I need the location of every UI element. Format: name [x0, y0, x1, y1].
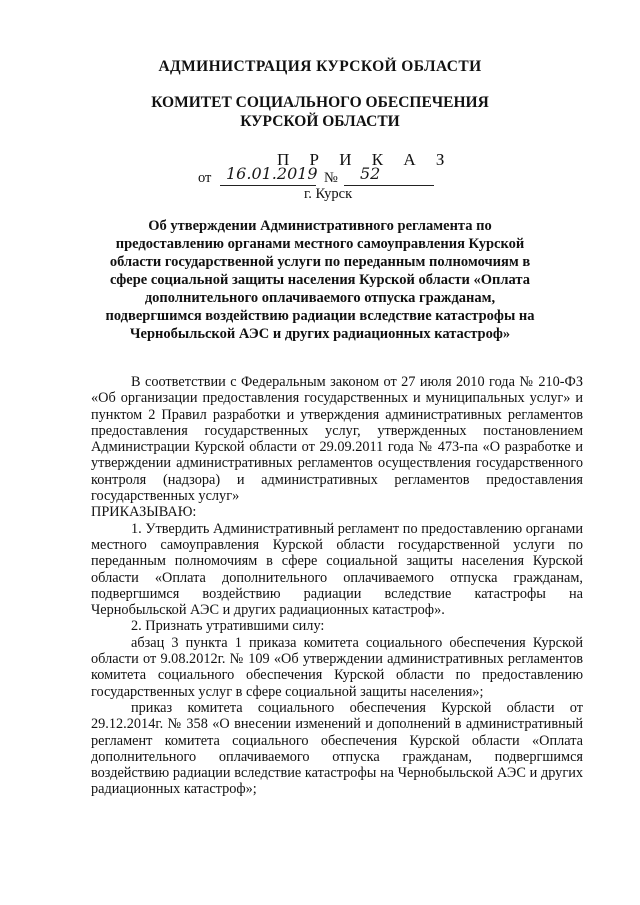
committee-heading	[0, 93, 640, 131]
date-underline	[220, 185, 316, 186]
date-prefix: от	[198, 170, 212, 186]
preamble-paragraph: В соответствии с Федеральным законом от 27 июля 2010 года № 210-ФЗ «Об организации предоставления государственных и муниципальных услуг» и пунктом 2 Правил разработки и утверждения административных регламентов предоставления государственных услуг, утвержденных постановлением Администрации Курской области от 29.09.2011 года № 473-па «О разработке и утверждении административных регламентов осуществления государственного контроля (надзора) и административных регламентов предоставления государственных услуг»	[91, 374, 583, 505]
order-word: ПРИКАЗЫВАЮ:	[91, 504, 197, 521]
document-body	[91, 374, 583, 798]
committee-heading-line2: КУРСКОЙ ОБЛАСТИ	[240, 113, 400, 130]
number-underline	[344, 185, 434, 186]
item-2-paragraph: 2. Признать утратившими силу:	[131, 618, 325, 635]
order-date-line	[198, 166, 438, 188]
document-title: Об утверждении Административного регламента по предоставлению органами местного самоуправления Курской области государственной услуги по переданным полномочиям в сфере социальной защиты населения Курской области «Оплата дополнительного оплачиваемого отпуска гражданам, подвергшимся воздействию радиации вследствие катастрофы на Чернобыльской АЭС и других радиационных катастроф»	[105, 218, 535, 342]
item-1-paragraph: 1. Утвердить Административный регламент по предоставлению органами местного самоуправления Курской области государственной услуги по переданным полномочиям в сфере социальной защиты населения Курской области «Оплата дополнительного оплачиваемого отпуска гражданам, подвергшимся воздействию радиации вследствие катастрофы на Чернобыльской АЭС и других радиационных катастроф».	[91, 520, 583, 619]
committee-heading-line1: КОМИТЕТ СОЦИАЛЬНОГО ОБЕСПЕЧЕНИЯ	[151, 94, 489, 111]
number-value-handwritten: 52	[360, 164, 381, 183]
item-2b-paragraph: приказ комитета социального обеспечения Курской области от 29.12.2014г. № 358 «О внесении изменений и дополнений в административный регламент комитета социального обеспечения Курской области «Оплата дополнительного оплачиваемого отпуска гражданам, подвергшимся воздействию радиации вследствие катастрофы на Чернобыльской АЭС и других радиационных катастроф»;	[91, 699, 583, 798]
number-prefix: №	[324, 170, 338, 186]
city-name: г. Курск	[304, 186, 353, 202]
administration-heading: АДМИНИСТРАЦИЯ КУРСКОЙ ОБЛАСТИ	[158, 58, 482, 75]
date-value-handwritten: 16.01.2019	[226, 164, 318, 183]
item-2a-paragraph: абзац 3 пункта 1 приказа комитета социального обеспечения Курской области от 9.08.2012г. № 109 «Об утверждении административных регламентов комитета социального обеспечения Курской области по предоставлению государственных услуг в сфере социальной защиты населения»;	[91, 634, 583, 700]
order-title: П Р И К А З	[277, 150, 453, 169]
